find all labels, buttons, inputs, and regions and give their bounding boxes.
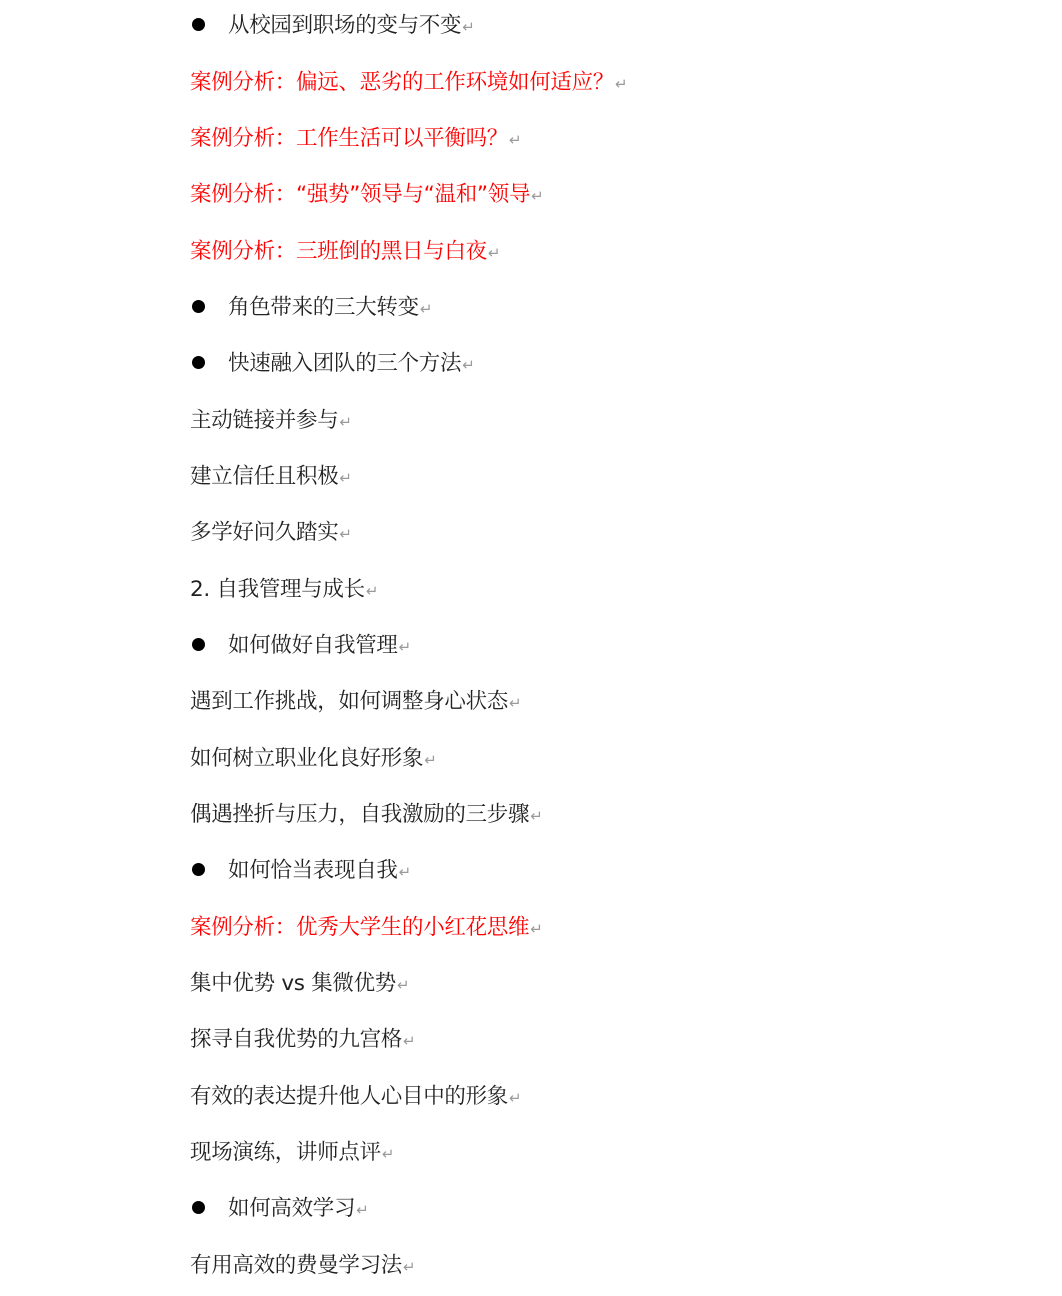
line-text: 建立信任且积极 — [190, 464, 339, 489]
case-line — [190, 911, 542, 945]
paragraph-mark-icon: ↵ — [462, 18, 475, 36]
paragraph-mark-icon: ↵ — [509, 1089, 522, 1107]
line-text: 探寻自我优势的九宫格 — [190, 1027, 403, 1052]
paragraph-mark-icon: ↵ — [381, 1145, 395, 1163]
line-text: 案例分析：优秀大学生的小红花思维 — [190, 915, 530, 940]
paragraph-mark-icon: ↵ — [462, 356, 475, 374]
line-text: 有效的表达提升他人心目中的形象 — [190, 1084, 509, 1109]
line-text: 角色带来的三大转变 — [228, 295, 419, 320]
plain-line — [190, 685, 521, 719]
line-text: 如何高效学习 — [228, 1196, 356, 1221]
paragraph-mark-icon: ↵ — [530, 920, 543, 938]
line-text: 如何树立职业化良好形象 — [190, 746, 424, 771]
plain-line — [190, 1249, 415, 1283]
line-text: 如何恰当表现自我 — [228, 858, 398, 883]
plain-line — [190, 967, 409, 1001]
plain-line — [190, 1080, 521, 1114]
line-text: 案例分析：偏远、恶劣的工作环境如何适应？ — [190, 70, 615, 95]
paragraph-mark-icon: ↵ — [509, 131, 522, 149]
line-text: 案例分析：三班倒的黑日与白夜 — [190, 239, 487, 264]
bullet-line — [190, 854, 411, 888]
paragraph-mark-icon: ↵ — [403, 1032, 416, 1050]
case-line — [190, 235, 500, 269]
paragraph-mark-icon: ↵ — [530, 807, 543, 825]
bullet-dot-icon — [192, 18, 205, 31]
line-text: 2. 自我管理与成长 — [190, 577, 365, 602]
line-text: 遇到工作挑战，如何调整身心状态 — [190, 689, 509, 714]
line-text: 从校园到职场的变与不变 — [228, 13, 462, 38]
paragraph-mark-icon: ↵ — [339, 469, 352, 487]
bullet-line — [190, 291, 432, 325]
line-text: 集中优势 vs 集微优势 — [190, 971, 396, 996]
paragraph-mark-icon: ↵ — [356, 1201, 369, 1219]
plain-line — [190, 516, 352, 550]
case-line — [190, 66, 627, 100]
plain-line — [190, 798, 542, 832]
bullet-dot-icon — [192, 638, 205, 651]
line-text: 有用高效的费曼学习法 — [190, 1253, 403, 1278]
paragraph-mark-icon: ↵ — [398, 638, 411, 656]
bullet-dot-icon — [192, 1201, 205, 1214]
line-text: 主动链接并参与 — [190, 408, 339, 433]
line-text: 现场演练，讲师点评 — [190, 1140, 381, 1165]
plain-line — [190, 404, 352, 438]
line-text: 案例分析：“强势”领导与“温和”领导 — [190, 182, 531, 207]
bullet-dot-icon — [192, 356, 205, 369]
paragraph-mark-icon: ↵ — [531, 187, 544, 205]
bullet-line — [190, 629, 411, 663]
paragraph-mark-icon: ↵ — [365, 582, 379, 600]
paragraph-mark-icon: ↵ — [509, 694, 522, 712]
paragraph-mark-icon: ↵ — [487, 244, 501, 262]
bullet-line — [190, 9, 474, 43]
bullet-dot-icon — [192, 863, 205, 876]
plain-line — [190, 1136, 394, 1170]
line-text: 快速融入团队的三个方法 — [228, 351, 462, 376]
plain-line — [190, 742, 436, 776]
paragraph-mark-icon: ↵ — [339, 525, 352, 543]
bullet-line — [190, 1192, 368, 1226]
bullet-dot-icon — [192, 300, 205, 313]
bullet-line — [190, 347, 474, 381]
paragraph-mark-icon: ↵ — [424, 751, 437, 769]
line-text: 案例分析：工作生活可以平衡吗？ — [190, 126, 509, 151]
section-heading — [190, 573, 378, 607]
paragraph-mark-icon: ↵ — [339, 413, 352, 431]
plain-line — [190, 1023, 415, 1057]
paragraph-mark-icon: ↵ — [398, 863, 411, 881]
paragraph-mark-icon: ↵ — [397, 976, 410, 994]
case-line — [190, 122, 521, 156]
paragraph-mark-icon: ↵ — [419, 300, 433, 318]
line-text: 偶遇挫折与压力，自我激励的三步骤 — [190, 802, 530, 827]
paragraph-mark-icon: ↵ — [615, 75, 628, 93]
plain-line — [190, 460, 352, 494]
paragraph-mark-icon: ↵ — [403, 1258, 416, 1276]
line-text: 如何做好自我管理 — [228, 633, 398, 658]
line-text: 多学好问久踏实 — [190, 520, 339, 545]
case-line — [190, 178, 543, 212]
